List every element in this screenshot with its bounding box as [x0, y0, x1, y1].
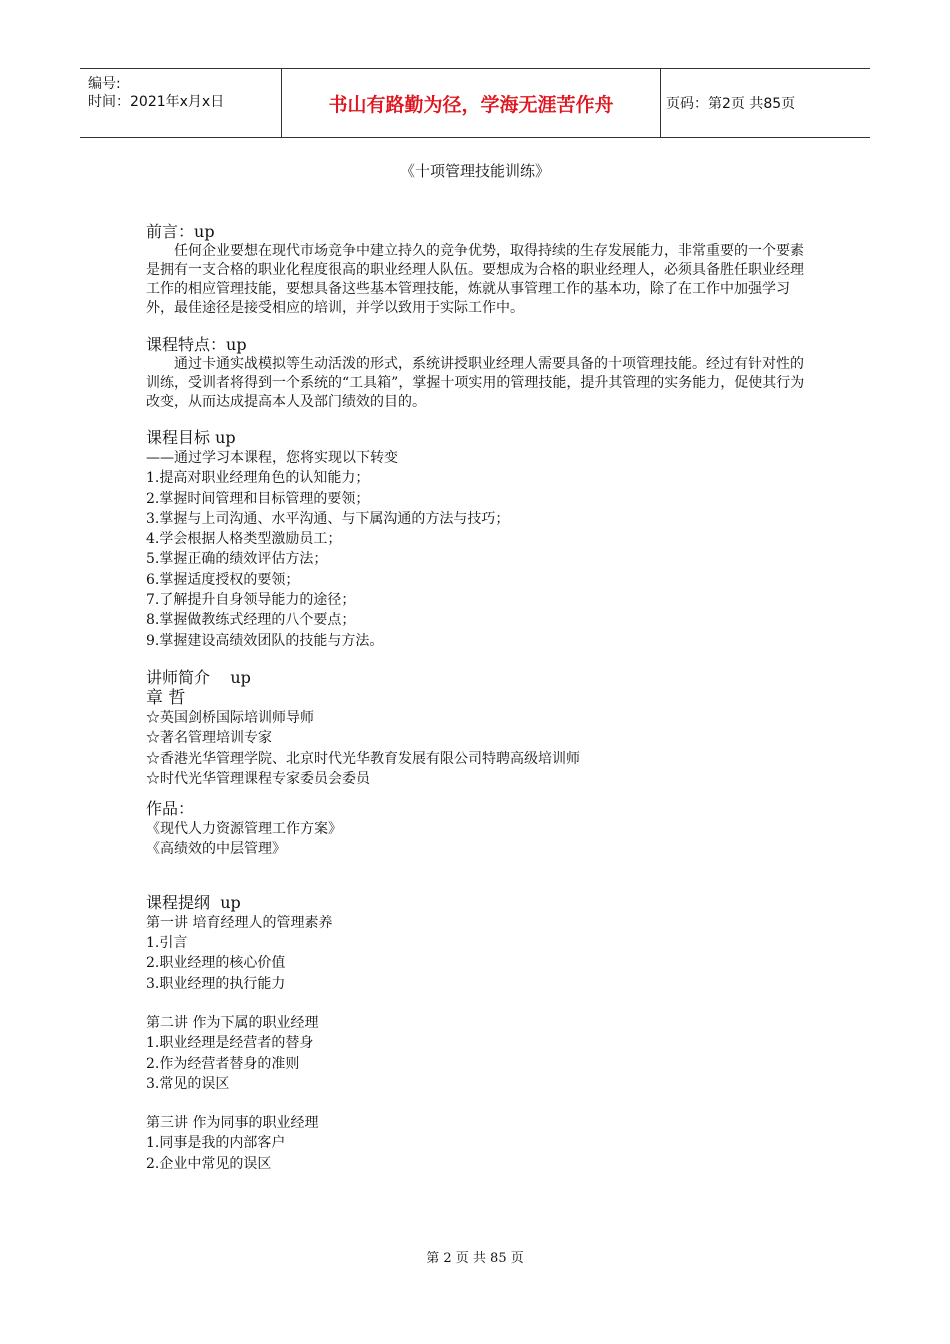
lecturer-credential: ☆香港光华管理学院、北京时代光华教育发展有限公司特聘高级培训师	[146, 750, 580, 767]
lecture-item: 3.常见的误区	[146, 1075, 230, 1092]
header-page-info: 页码：第2页 共85页	[666, 96, 796, 112]
lecture-item: 1.同事是我的内部客户	[146, 1135, 286, 1152]
document-date: 时间：2021年x月x日	[88, 94, 225, 110]
lecturer-credential: ☆时代光华管理课程专家委员会委员	[146, 770, 370, 787]
lecturer-credential: ☆英国剑桥国际培训师导师	[146, 709, 314, 726]
header-motto: 书山有路勤为径，学海无涯苦作舟	[282, 69, 661, 137]
lecture-item: 3.职业经理的执行能力	[146, 975, 286, 992]
goal-item: 7.了解提升自身领导能力的途径；	[146, 592, 356, 609]
features-text: 通过卡通实战模拟等生动活泼的形式，系统讲授职业经理人需要具备的十项管理技能。经过有针对性的训练，受训者将得到一个系统的“工具箱”，掌握十项实用的管理技能，提升其管理的实务能力，促使其行为改变，从而达成提高本人及部门绩效的目的。	[146, 356, 805, 410]
lecture-title: 第三讲 作为同事的职业经理	[146, 1115, 319, 1132]
lecture-item: 1.引言	[146, 935, 188, 952]
goal-item: 2.掌握时间管理和目标管理的要领；	[146, 490, 370, 507]
goals-intro: ——通过学习本课程，您将实现以下转变	[146, 450, 398, 466]
preface-section	[146, 222, 816, 318]
lecture-item: 2.作为经营者替身的准则	[146, 1055, 300, 1072]
lecture-item: 1.职业经理是经营者的替身	[146, 1035, 314, 1052]
features-heading: 课程特点：up	[146, 335, 247, 354]
goal-item: 1.提高对职业经理角色的认知能力；	[146, 470, 370, 487]
goal-item: 5.掌握正确的绩效评估方法；	[146, 551, 328, 568]
work-item: 《高绩效的中层管理》	[146, 841, 286, 858]
outline-heading: 课程提纲 up	[146, 892, 241, 912]
works-section	[146, 799, 816, 860]
features-section	[146, 335, 816, 412]
document-number-label: 编号:	[88, 76, 121, 92]
outline-section	[146, 893, 816, 1174]
lecture-item: 2.职业经理的核心价值	[146, 955, 286, 972]
lecturer-section	[146, 668, 816, 789]
goal-item: 9.掌握建设高绩效团队的技能与方法。	[146, 632, 384, 649]
lecture-item: 2.企业中常见的误区	[146, 1155, 272, 1172]
lecture-title: 第一讲 培育经理人的管理素养	[146, 914, 333, 931]
lecture-block	[146, 913, 816, 994]
goal-item: 6.掌握适度授权的要领；	[146, 571, 300, 588]
goal-item: 4.学会根据人格类型激励员工；	[146, 531, 342, 548]
page-footer: 第 2 页 共 85 页	[426, 1251, 524, 1266]
page-header	[80, 68, 870, 138]
header-meta-cell	[80, 69, 282, 137]
document-title: 《十项管理技能训练》	[399, 162, 550, 180]
lecture-block	[146, 1113, 816, 1174]
goals-section	[146, 428, 816, 651]
document-body	[146, 222, 816, 1174]
lecturer-credential: ☆著名管理培训专家	[146, 730, 272, 747]
work-item: 《现代人力资源管理工作方案》	[146, 821, 342, 838]
lecture-block	[146, 1013, 816, 1094]
preface-text: 任何企业要想在现代市场竞争中建立持久的竞争优势，取得持续的生存发展能力，非常重要的一个要素是拥有一支合格的职业化程度很高的职业经理人队伍。要想成为合格的职业经理人，必须具备胜任职业经理工作的相应管理技能，要想具备这些基本管理技能，炼就从事管理工作的基本功，除了在工作中加强学习外，最佳途径是接受相应的培训，并学以致用于实际工作中。	[146, 243, 804, 316]
goal-item: 3.掌握与上司沟通、水平沟通、与下属沟通的方法与技巧；	[146, 510, 510, 527]
lecturer-heading: 讲师简介 up	[146, 667, 251, 687]
works-heading: 作品：	[146, 799, 195, 819]
lecturer-name: 章 哲	[146, 687, 186, 708]
goals-heading: 课程目标 up	[146, 428, 236, 447]
goal-item: 8.掌握做教练式经理的八个要点；	[146, 612, 356, 629]
lecture-title: 第二讲 作为下属的职业经理	[146, 1014, 319, 1031]
preface-heading: 前言：up	[146, 222, 215, 241]
